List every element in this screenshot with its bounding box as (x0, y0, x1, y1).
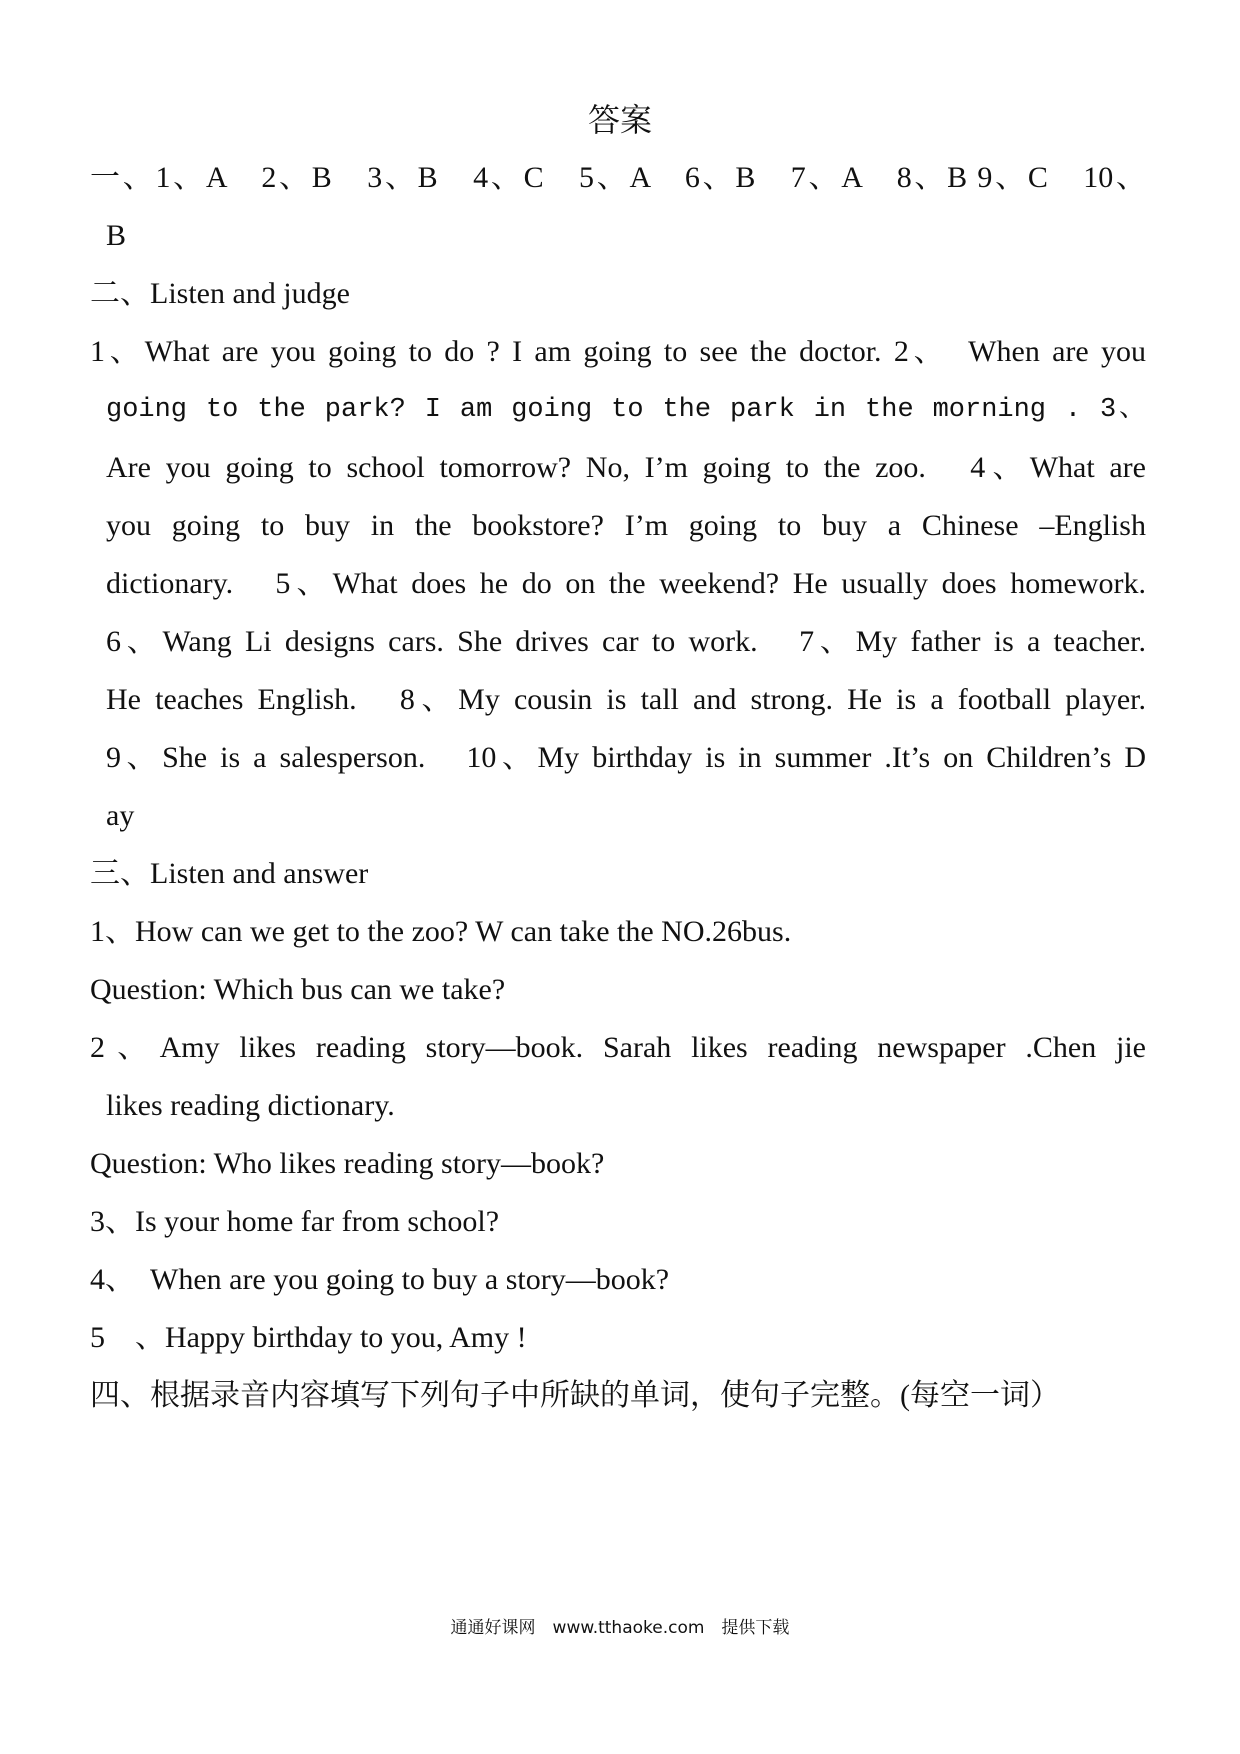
section4-heading: 四、根据录音内容填写下列句子中所缺的单词，使句子完整。(每空一词） (90, 1379, 1060, 1412)
footer-source-note: 通通好课网 www.tthaoke.com 提供下载 (450, 1618, 790, 1638)
section3-item-2: 2、Amy likes reading story—book. Sarah likes reading newspaper .Chen jie (90, 1031, 1146, 1064)
section3-item-5: 5 、Happy birthday to you, Amy ! (90, 1321, 527, 1354)
section2-line: you going to buy in the bookstore? I’m going to buy a Chinese –English (106, 509, 1146, 542)
section2-line: ay (106, 799, 135, 832)
section1-answers-continuation: B (106, 219, 127, 252)
section2-line: He teaches English. 8、My cousin is tall and strong. He is a football player. (106, 683, 1146, 716)
section3-item-4: 4、 When are you going to buy a story—book? (90, 1263, 670, 1296)
section2-line: going to the park? I am going to the park in the morning . 3、 (106, 395, 1146, 425)
section1-answers-line: 一、1、A 2、B 3、B 4、C 5、A 6、B 7、A 8、B 9、C 10、 (90, 161, 1146, 194)
section2-line: Are you going to school tomorrow? No, I’m going to the zoo. 4、What are (106, 451, 1146, 484)
section2-line: 1、What are you going to do ? I am going to see the doctor. 2、 When are you (90, 335, 1146, 368)
section3-item-3: 3、Is your home far from school? (90, 1205, 500, 1238)
section3-heading: 三、Listen and answer (90, 857, 369, 890)
section2-line: 6、Wang Li designs cars. She drives car to work. 7、My father is a teacher. (106, 625, 1146, 658)
section2-heading: 二、Listen and judge (90, 277, 350, 310)
section3-question-1: Question: Which bus can we take? (90, 973, 506, 1006)
section3-item-1: 1、How can we get to the zoo? W can take the NO.26bus. (90, 915, 792, 948)
section2-line: dictionary. 5、What does he do on the weekend? He usually does homework. (106, 567, 1146, 600)
page-title: 答案 (587, 102, 652, 138)
section2-line: 9、She is a salesperson. 10、My birthday is in summer .It’s on Children’s D (106, 741, 1146, 774)
section3-question-2: Question: Who likes reading story—book? (90, 1147, 605, 1180)
section3-item-2-continuation: likes reading dictionary. (106, 1089, 395, 1122)
